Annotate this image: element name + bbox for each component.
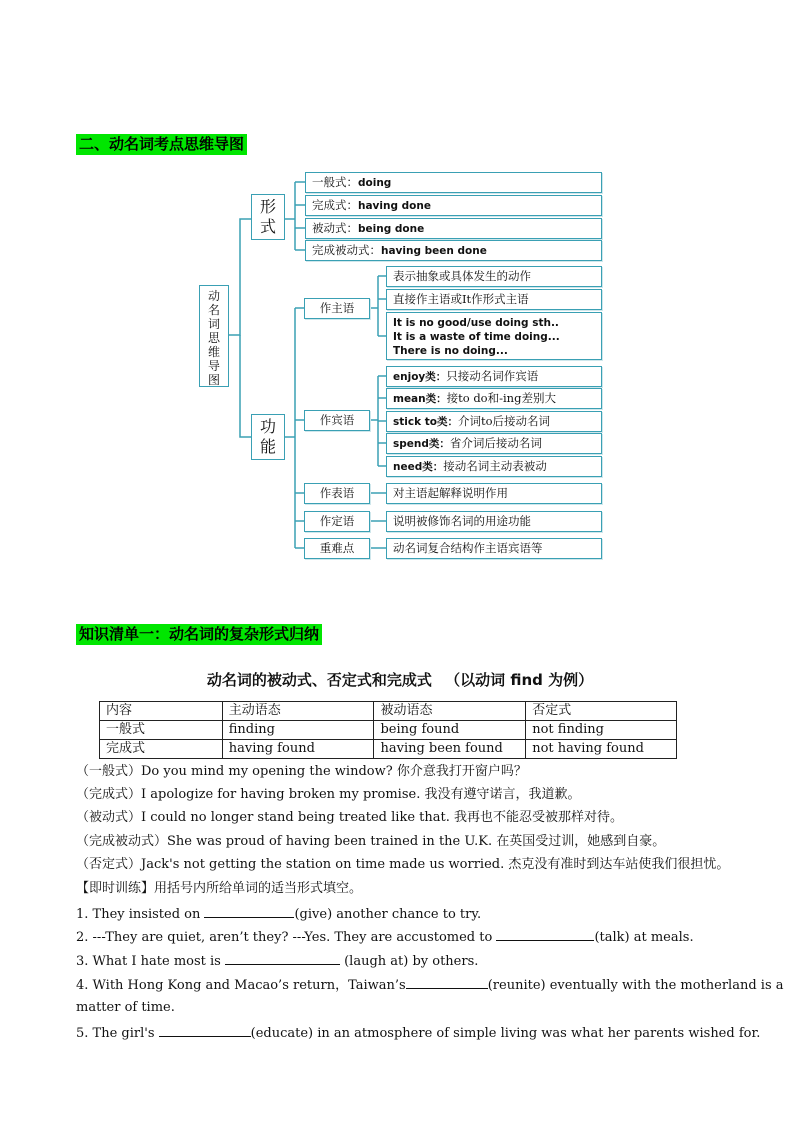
mindmap-object-item [386, 433, 602, 454]
example-sentence: （一般式）Do you mind my opening the window? 你介意我打开窗户吗？ [76, 764, 527, 779]
subject-example: There is no doing... [393, 345, 508, 357]
answer-blank[interactable] [225, 951, 340, 965]
mindmap-function-object: 作宾语 [304, 410, 370, 431]
object-item-text: 接动名词主动表被动 [443, 459, 547, 473]
mindmap-form-perfect [305, 195, 602, 216]
section-heading-knowledge-list: 知识清单一：动名词的复杂形式归纳 [76, 624, 322, 645]
mindmap-attributive-desc: 说明被修饰名词的用途功能 [386, 511, 602, 532]
mindmap-function-key-point: 重难点 [304, 538, 370, 559]
mindmap-object-item [386, 366, 602, 387]
table-header-cell: 主动语态 [222, 702, 374, 721]
table-header-cell: 否定式 [526, 702, 677, 721]
table-cell: not finding [526, 721, 677, 740]
mindmap-branch-function [251, 414, 285, 460]
practice-text: (educate) in an atmosphere of simple living was what her parents wished for. [250, 1026, 761, 1041]
answer-blank[interactable] [204, 904, 294, 918]
practice-text: (give) another chance to try. [294, 907, 482, 922]
practice-text: 4. With Hong Kong and Macao’s return，Taiwan’s [76, 978, 406, 993]
mindmap-branch-function-label: 功 能 [259, 417, 276, 456]
table-title-main: 动名词的被动式、否定式和完成式 [206, 671, 432, 689]
mindmap-subject-item: 直接作主语或It作形式主语 [386, 289, 602, 310]
form-label: 一般式： [312, 175, 358, 189]
practice-text: (talk) at meals. [594, 930, 694, 945]
practice-text: 3. What I hate most is [76, 954, 225, 969]
form-label: 完成式： [312, 198, 358, 212]
mindmap-function-predicative: 作表语 [304, 483, 370, 504]
practice-text: 2. ---They are quiet, aren’t they? ---Yes. They are accustomed to [76, 930, 497, 945]
form-label: 被动式： [312, 221, 358, 235]
section-heading-mindmap: 二、动名词考点思维导图 [76, 134, 247, 155]
object-item-text: 介词to后接动名词 [457, 414, 551, 428]
object-item-key: mean类： [393, 393, 447, 405]
object-item-key: need类： [393, 461, 444, 473]
mindmap-subject-examples [386, 312, 602, 360]
example-sentence: （否定式）Jack's not getting the station on time made us worried. 杰克没有准时到达车站使我们很担忧。 [76, 857, 730, 872]
table-title [0, 669, 800, 690]
answer-blank[interactable] [406, 975, 488, 989]
mindmap-subject-item: 表示抽象或具体发生的动作 [386, 266, 602, 287]
practice-item-4-continued: matter of time. [76, 1000, 175, 1015]
table-header-row [100, 702, 677, 721]
form-value: having done [358, 200, 431, 212]
answer-blank[interactable] [159, 1023, 251, 1037]
mindmap-predicative-desc: 对主语起解释说明作用 [386, 483, 602, 504]
practice-text: (reunite) eventually with the motherland is a [487, 978, 784, 993]
object-item-text: 接to do和-ing差别大 [446, 391, 556, 405]
table-header-cell: 被动语态 [374, 702, 526, 721]
form-value: having been done [381, 245, 487, 257]
object-item-text: 只接动名词作宾语 [446, 369, 539, 383]
object-item-key: stick to类： [393, 416, 458, 428]
mindmap-root [199, 285, 229, 387]
table-cell: having been found [374, 740, 526, 759]
practice-item-1 [76, 904, 736, 924]
object-item-text: 省介词后接动名词 [449, 436, 542, 450]
form-value: doing [358, 177, 392, 189]
practice-text: 1. They insisted on [76, 907, 205, 922]
practice-text: (laugh at) by others. [339, 954, 479, 969]
answer-blank[interactable] [496, 927, 594, 941]
mindmap-object-item [386, 411, 602, 432]
form-label: 完成被动式： [312, 243, 381, 257]
table-row [100, 740, 677, 759]
mindmap-function-subject: 作主语 [304, 298, 370, 319]
practice-item-5 [76, 1023, 761, 1043]
practice-item-3 [76, 951, 736, 971]
table-row [100, 721, 677, 740]
practice-item-2 [76, 927, 736, 947]
subject-example: It is a waste of time doing... [393, 331, 560, 343]
gerund-forms-table [99, 701, 677, 759]
subject-example: It is no good/use doing sth.. [393, 317, 559, 329]
table-cell: 完成式 [100, 740, 223, 759]
table-cell: 一般式 [100, 721, 223, 740]
object-item-key: spend类： [393, 438, 450, 450]
example-sentence: （被动式）I could no longer stand being treated like that. 我再也不能忍受被那样对待。 [76, 810, 623, 825]
example-sentence: （完成式）I apologize for having broken my promise. 我没有遵守诺言，我道歉。 [76, 787, 581, 802]
table-title-note: （以动词 find 为例） [445, 671, 594, 689]
table-cell: having found [222, 740, 374, 759]
mindmap-branch-form-label: 形 式 [259, 197, 276, 236]
table-header-cell: 内容 [100, 702, 223, 721]
table-cell: finding [222, 721, 374, 740]
mindmap-function-attributive: 作定语 [304, 511, 370, 532]
object-item-key: enjoy类： [393, 371, 447, 383]
mindmap-form-perfect-passive [305, 240, 602, 261]
table-cell: not having found [526, 740, 677, 759]
mindmap-branch-form [251, 194, 285, 240]
practice-item-4 [76, 975, 784, 995]
mindmap-key-point-desc: 动名词复合结构作主语宾语等 [386, 538, 602, 559]
mindmap-root-label: 动 名 词 思 维 导 图 [207, 289, 220, 387]
mindmap-object-item [386, 456, 602, 477]
mindmap-form-simple [305, 172, 602, 193]
mindmap-form-passive [305, 218, 602, 239]
mindmap-object-item [386, 388, 602, 409]
practice-instruction: 【即时训练】用括号内所给单词的适当形式填空。 [76, 881, 363, 896]
practice-text: 5. The girl's [76, 1026, 159, 1041]
table-cell: being found [374, 721, 526, 740]
example-sentence: （完成被动式）She was proud of having been trained in the U.K. 在英国受过训，她感到自豪。 [76, 834, 666, 849]
form-value: being done [358, 223, 425, 235]
